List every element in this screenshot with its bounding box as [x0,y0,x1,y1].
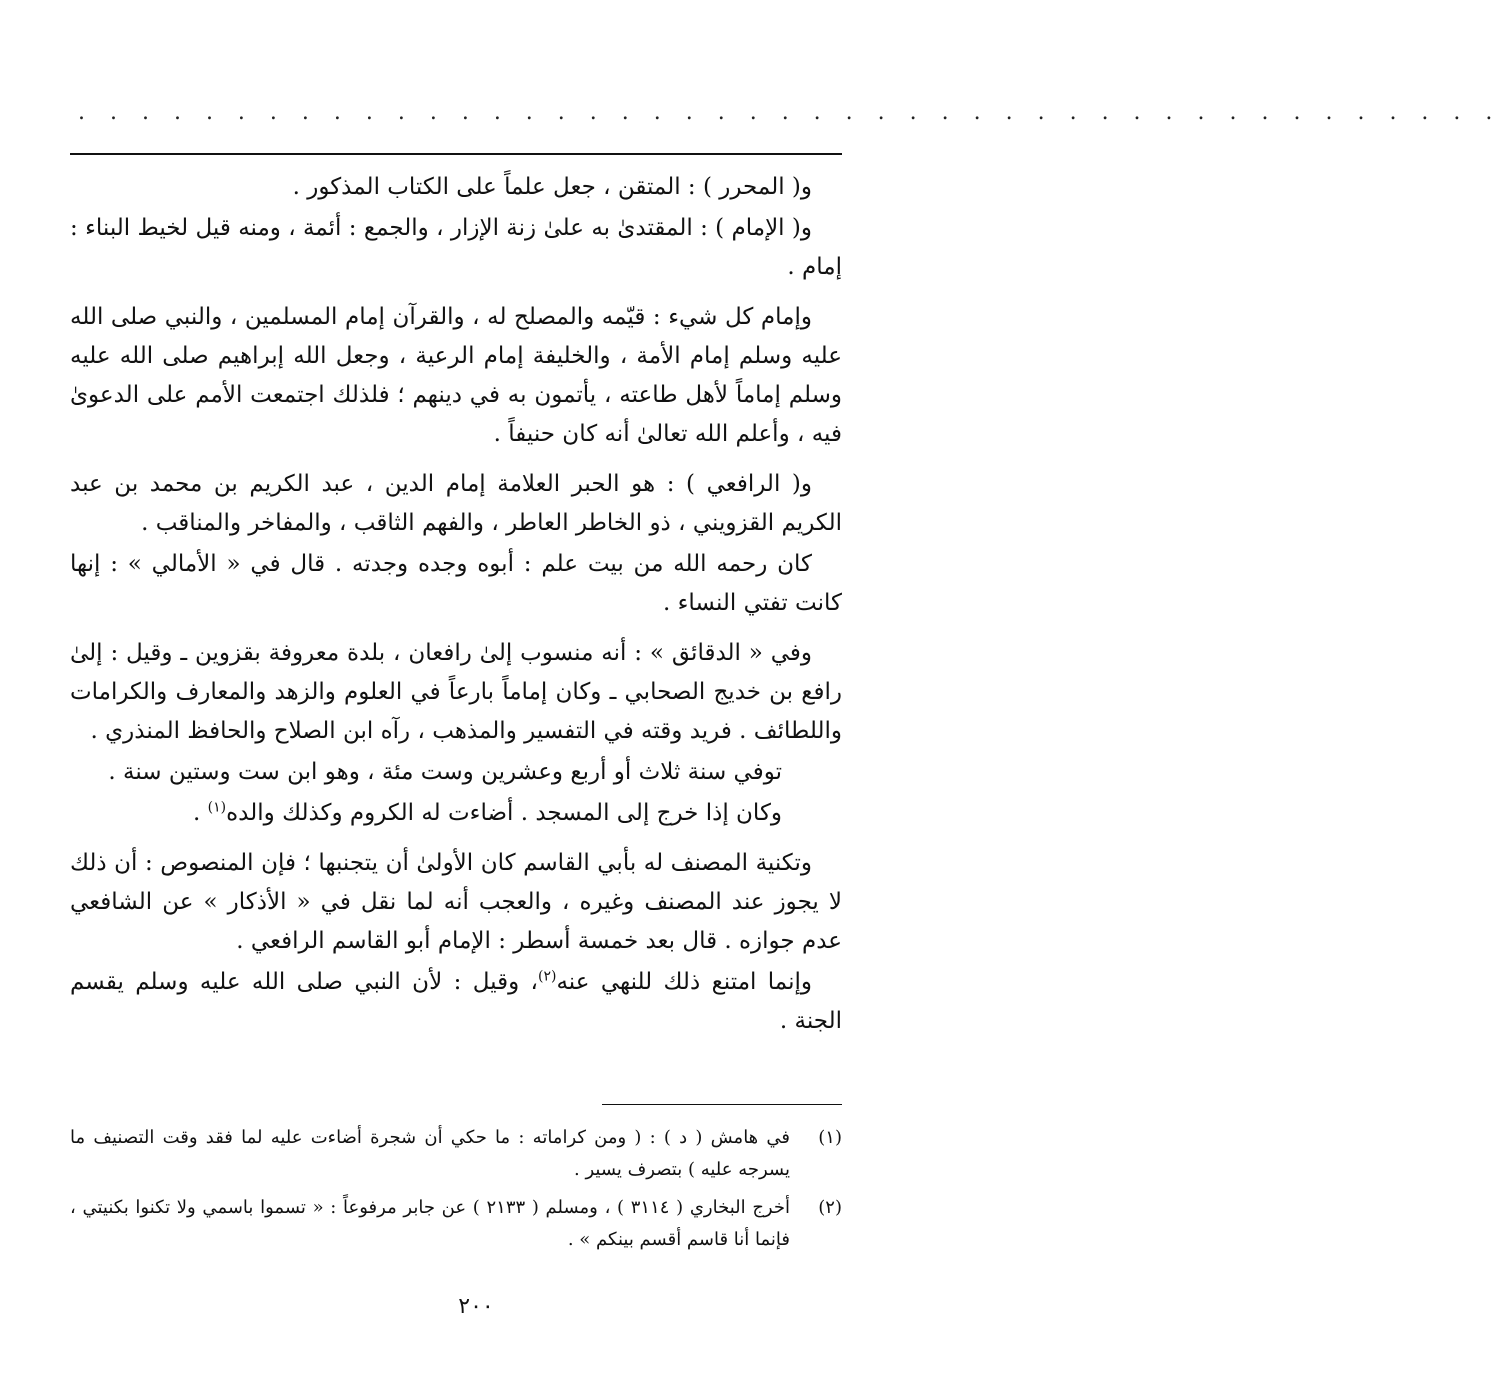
paragraph-family: كان رحمه الله من بيت علم : أبوه وجده وجدته . قال في « الأمالي » : إنها كانت تفتي النساء . [70,551,842,616]
footnote-text: في هامش ( د ) : ( ومن كراماته : ما حكي أن شجرة أضاءت عليه لما فقد وقت التصنيف ما يسرجه عليه ) بتصرف يسير . [70,1127,790,1180]
paragraph-prohibition-text: وإنما امتنع ذلك للنهي عنه [556,969,812,995]
paragraph-rafii: و( الرافعي ) : هو الحبر العلامة إمام الدين ، عبد الكريم بن محمد بن عبد الكريم القزويني ، ذو الخاطر العاطر ، والفهم الثاقب ، والمفاخر والمناقب . [70,471,842,536]
footnotes-section [70,1122,842,1262]
paragraph-mosque-end: . [193,800,208,826]
footnote-2 [70,1192,842,1256]
footnote-1 [70,1122,842,1186]
running-header-dots: . . . . . . . . . . . . . . . . . . . . . . . . . . . . . . . . . . . . . . . . . . . . . [78,100,1501,125]
paragraph-mosque-text: وكان إذا خرج إلى المسجد . أضاءت له الكروم وكذلك والده [226,800,782,826]
footnote-number: (٢) [818,1197,842,1218]
paragraph-imam: و( الإمام ) : المقتدىٰ به علىٰ زنة الإزار ، والجمع : أئمة ، ومنه قيل لخيط البناء : إمام . [70,215,842,280]
footnote-number: (١) [818,1127,842,1148]
paragraph-muharrar: و( المحرر ) : المتقن ، جعل علماً على الكتاب المذكور . [292,174,812,200]
main-text [70,168,842,1052]
paragraph-daqaiq: وفي « الدقائق » : أنه منسوب إلىٰ رافعان ، بلدة معروفة بقزوين ـ وقيل : إلىٰ رافع بن خديج الصحابي ـ وكان إماماً بارعاً في العلوم والزهد والمعارف والكرامات واللطائف . فريد وقته في التفسير والمذهب ، رآه ابن الصلاح والحافظ المنذري . [70,640,842,744]
footnote-ref-2: (٢) [537,968,557,985]
footnote-separator [602,1104,842,1105]
paragraph-death: توفي سنة ثلاث أو أربع وعشرين وست مئة ، وهو ابن ست وستين سنة . [108,759,782,785]
footnote-text: أخرج البخاري ( ٣١١٤ ) ، ومسلم ( ٢١٣٣ ) عن جابر مرفوعاً : « تسموا باسمي ولا تكنوا بكنيتي ، فإنما أنا قاسم أقسم بينكم » . [70,1197,790,1250]
page-number: ٢٠٠ [458,1294,494,1319]
paragraph-kunya: وتكنية المصنف له بأبي القاسم كان الأولىٰ أن يتجنبها ؛ فإن المنصوص : أن ذلك لا يجوز عند المصنف وغيره ، والعجب أنه لما نقل في « الأذكار » عن الشافعي عدم جوازه . قال بعد خمسة أسطر : الإمام أبو القاسم الرافعي . [70,850,842,954]
footnote-ref-1: (١) [207,799,227,816]
paragraph-mosque [70,794,842,833]
paragraph-imam-meaning: وإمام كل شيء : قيّمه والمصلح له ، والقرآن إمام المسلمين ، والنبي صلى الله عليه وسلم إمام الأمة ، والخليفة إمام الرعية ، وجعل الله إبراهيم صلى الله عليه وسلم إماماً لأهل طاعته ، يأتمون به في دينهم ؛ فلذلك اجتمعت الأمم على الدعوىٰ فيه ، وأعلم الله تعالىٰ أنه كان حنيفاً . [70,304,842,447]
header-rule [70,153,842,155]
paragraph-prohibition-end: ، وقيل : لأن النبي صلى الله عليه وسلم يقسم الجنة . [70,969,842,1034]
paragraph-prohibition [70,963,842,1041]
